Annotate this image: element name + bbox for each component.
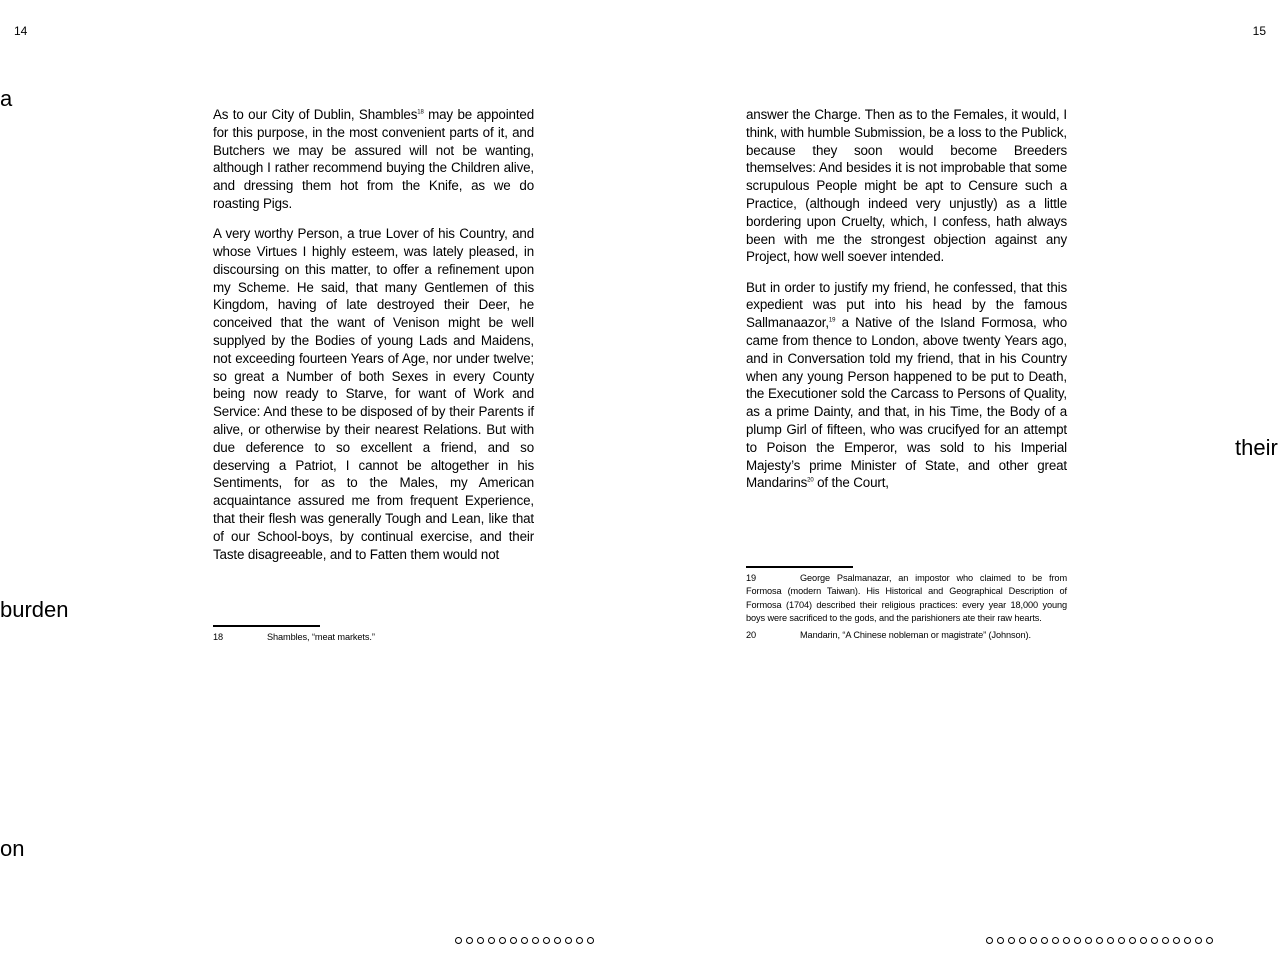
progress-dots-right — [986, 937, 1213, 944]
right-text-column — [746, 106, 1067, 505]
footnote-ref-20[interactable]: 20 — [807, 477, 814, 484]
progress-dot — [1140, 937, 1147, 944]
progress-dot — [986, 937, 993, 944]
progress-dot — [455, 937, 462, 944]
progress-dot — [1107, 937, 1114, 944]
margin-word-on: on — [0, 836, 25, 861]
page-number-left: 14 — [14, 24, 28, 38]
progress-dot — [1129, 937, 1136, 944]
footnote-ref-19[interactable]: 19 — [828, 317, 836, 324]
footnote-text: Mandarin, “A Chinese nobleman or magistrate” (Johnson). — [800, 630, 1031, 641]
paragraph-text: a Native of the Island Formosa, who came from thence to London, above twenty Years ago, and in Conversation told my friend, that in his Country when any young Person happened to be put to Death, the Executioner sold the Carcass to Persons of Quality, as a prime Dainty, and that, in his Time, the Body of a plump Girl of fifteen, who was crucifyed for an attempt to Poison the Emperor, was sold to his Imperial Majesty’s prime Minister of State, and other great Mandarins — [746, 315, 1067, 491]
paragraph-text: of the Court, — [813, 475, 889, 491]
progress-dot — [543, 937, 550, 944]
page-number-right: 15 — [1252, 24, 1266, 38]
progress-dot — [1085, 937, 1092, 944]
progress-dot — [576, 937, 583, 944]
progress-dot — [1019, 937, 1026, 944]
paragraph-text: But in order to justify my friend, he confessed, that this expedient was put into his head by the famous Sallmanaazor, — [746, 279, 1067, 331]
progress-dot — [510, 937, 517, 944]
paragraph-text: As to our City of Dublin, Shambles — [213, 107, 418, 122]
footnote-number: 18 — [213, 632, 224, 642]
progress-dot — [1206, 937, 1213, 944]
footnote-ref-18[interactable]: 18 — [417, 109, 424, 116]
progress-dot — [466, 937, 473, 944]
margin-word-a: a — [0, 86, 13, 111]
progress-dot — [499, 937, 506, 944]
progress-dot — [554, 937, 561, 944]
footnote-20 — [746, 629, 1067, 642]
footnote-text: George Psalmanazar, an impostor who claimed to be from Formosa (modern Taiwan). His Historical and Geographical Description of Formosa (1704) described their religious practices: every year 18,000 young boys were sacrificed to the gods, and the parishioners ate their raw hearts. — [746, 573, 1067, 623]
progress-dot — [1096, 937, 1103, 944]
footnote-19 — [746, 572, 1067, 625]
progress-dot — [1162, 937, 1169, 944]
footnote-divider-right — [746, 566, 853, 568]
progress-dot — [488, 937, 495, 944]
progress-dot — [565, 937, 572, 944]
margin-word-their: their — [1235, 435, 1278, 460]
margin-word-burden: burden — [0, 597, 69, 622]
left-text-column — [213, 106, 534, 576]
paragraph: answer the Charge. Then as to the Females, it would, I think, with humble Submission, be a loss to the Publick, because they soon would become Breeders themselves: And besides it is not improbable that some scrupulous People might be apt to Censure such a Practice, (although indeed very unjustly) as a little bordering upon Cruelty, which, I confess, hath always been with me the strongest objection against any Project, how well soever intended. — [746, 107, 1067, 265]
progress-dot — [1008, 937, 1015, 944]
paragraph: A very worthy Person, a true Lover of his Country, and whose Virtues I highly esteem, was lately pleased, in discoursing on this matter, to offer a refinement upon my Scheme. He said, that many Gentlemen of this Kingdom, having of late destroyed their Deer, he conceived that the want of Venison might be well supplyed by the Bodies of young Lads and Maidens, not exceeding fourteen Years of Age, nor under twelve; so great a Number of both Sexes in every County being now ready to Starve, for want of Work and Service: And these to be disposed of by their Parents if alive, or otherwise by their nearest Relations. But with due deference to so excellent a friend, and so deserving a Patriot, I cannot be altogether in his Sentiments, for as to the Males, my American acquaintance assured me from frequent Experience, that their flesh was generally Tough and Lean, like that of our School-boys, by continual exercise, and their Taste disagreeable, and to Fatten them would not — [213, 226, 534, 562]
footnote-number: 19 — [746, 573, 757, 583]
progress-dot — [1041, 937, 1048, 944]
progress-dot — [1074, 937, 1081, 944]
progress-dot — [477, 937, 484, 944]
footnote-divider-left — [213, 625, 320, 627]
progress-dot — [1118, 937, 1125, 944]
progress-dot — [532, 937, 539, 944]
footnote-18 — [213, 631, 534, 644]
progress-dot — [1030, 937, 1037, 944]
footnote-number: 20 — [746, 630, 757, 641]
progress-dot — [1052, 937, 1059, 944]
progress-dot — [1184, 937, 1191, 944]
paragraph-text: may be appointed for this purpose, in the most convenient parts of it, and Butchers we may be assured will not be wanting, although I rather recommend buying the Children alive, and dressing them hot from the Knife, as we do roasting Pigs. — [213, 107, 534, 211]
paragraph — [746, 279, 1067, 493]
progress-dot — [1173, 937, 1180, 944]
progress-dot — [521, 937, 528, 944]
progress-dot — [1063, 937, 1070, 944]
footnotes-right — [746, 572, 1067, 646]
paragraph — [213, 106, 534, 213]
progress-dot — [1151, 937, 1158, 944]
progress-dot — [587, 937, 594, 944]
footnotes-left — [213, 631, 534, 648]
progress-dot — [997, 937, 1004, 944]
footnote-text: Shambles, “meat markets.” — [267, 632, 375, 642]
progress-dots-left — [455, 937, 594, 944]
progress-dot — [1195, 937, 1202, 944]
